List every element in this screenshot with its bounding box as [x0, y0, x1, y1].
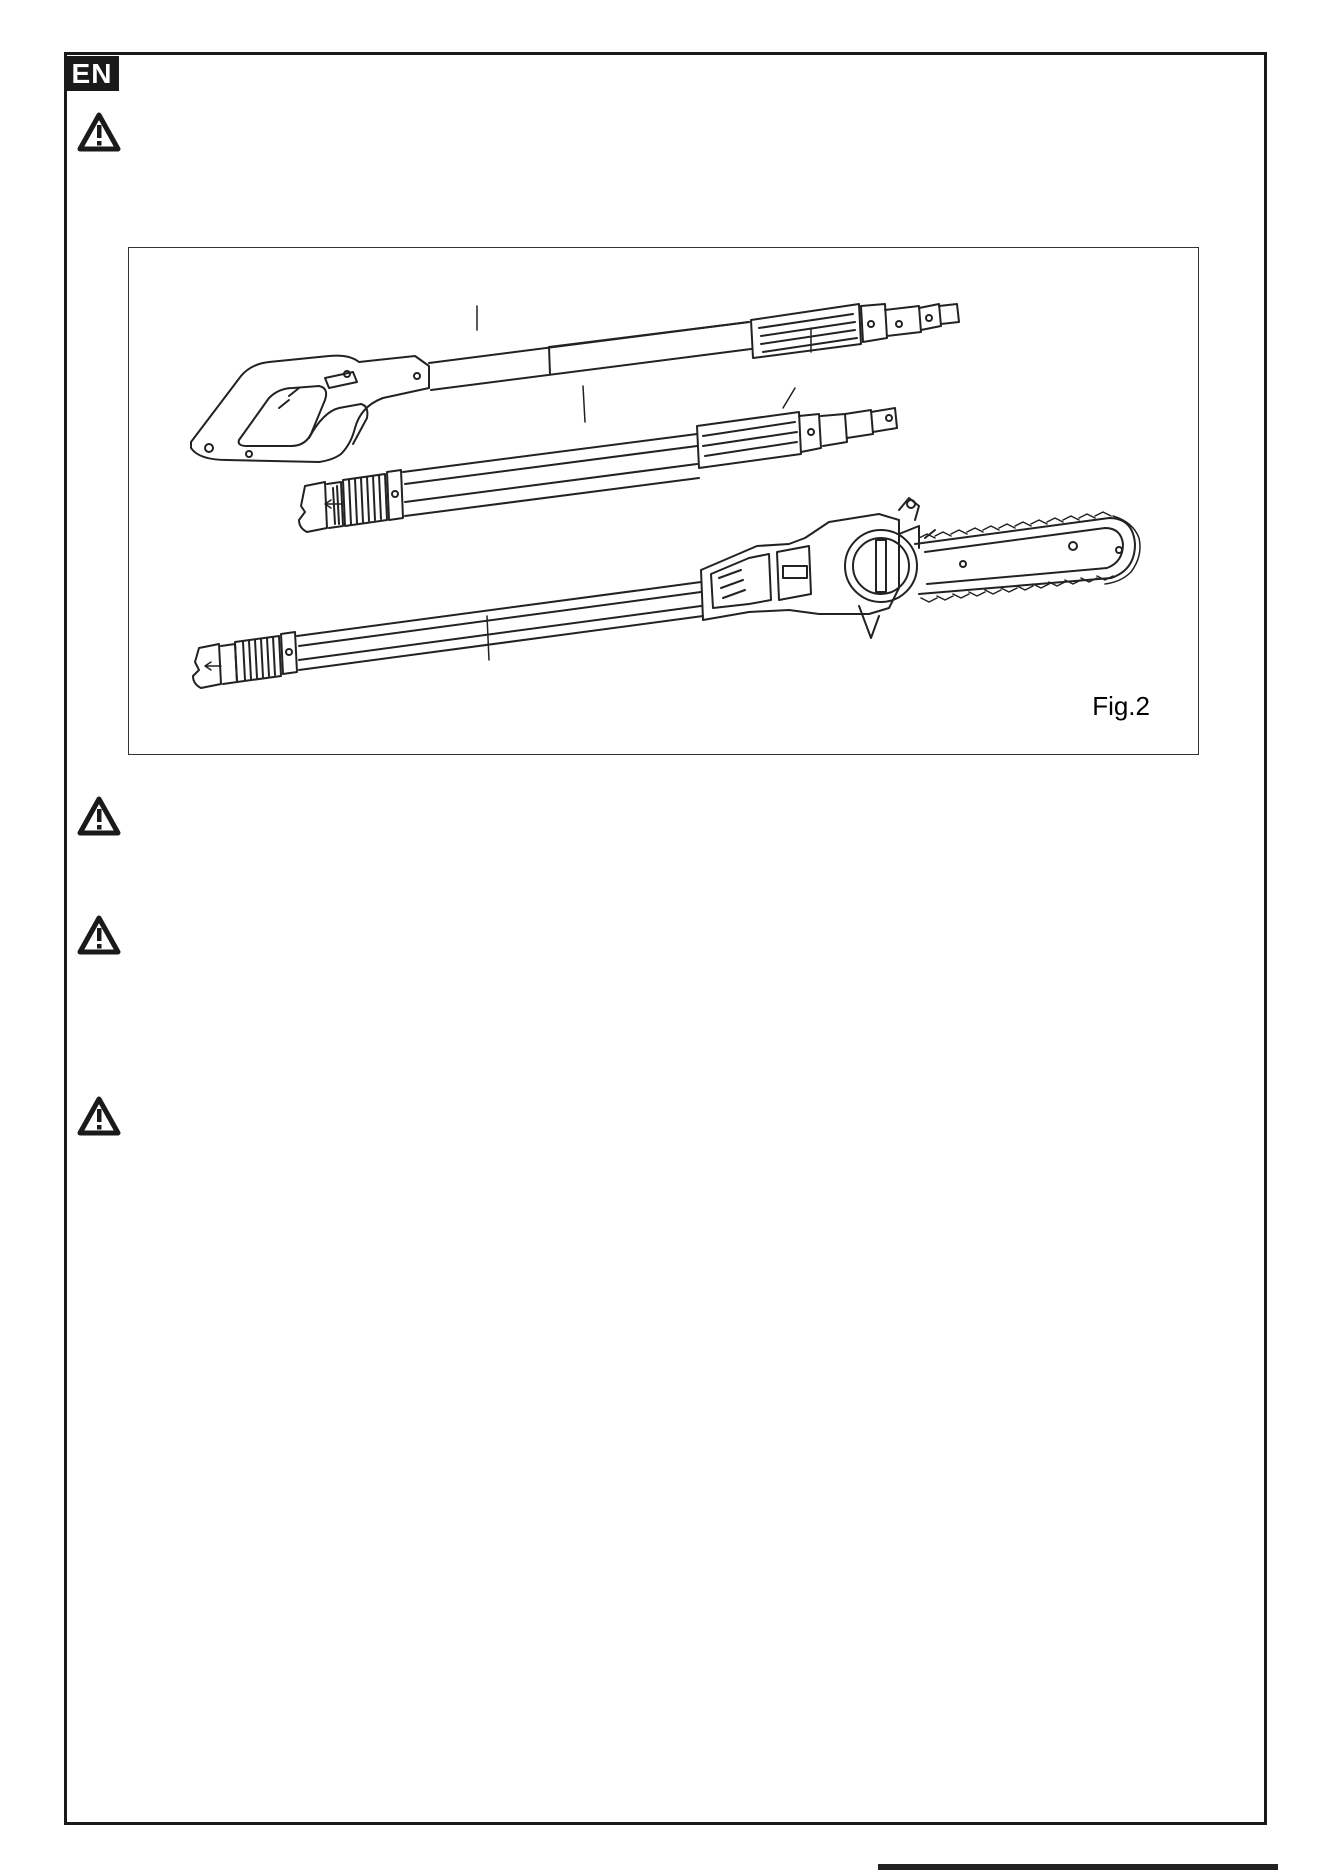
warning-triangle-icon — [77, 915, 121, 955]
pole-saw-parts-illustration — [129, 248, 1197, 753]
warning-triangle-icon — [77, 796, 121, 836]
warning-triangle-icon — [77, 112, 121, 152]
figure-caption: Fig.2 — [1092, 691, 1150, 721]
extension-pole-drawing — [299, 386, 897, 532]
language-badge: EN — [65, 56, 119, 91]
handle-assembly-drawing — [191, 304, 959, 462]
warning-triangle-icon — [77, 1096, 121, 1136]
footer-marks — [878, 1864, 1278, 1870]
figure-2 — [128, 247, 1199, 755]
chain-drawing — [919, 512, 1140, 602]
